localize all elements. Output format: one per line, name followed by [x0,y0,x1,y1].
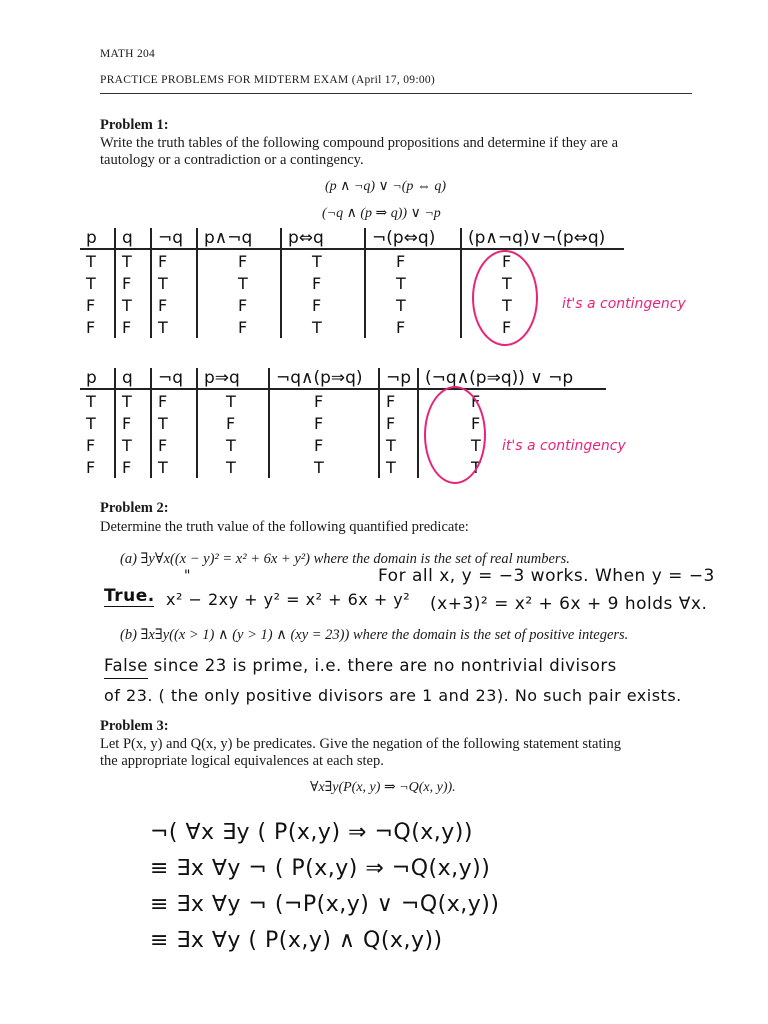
table-cell: F [269,412,379,434]
table-header: ¬p [379,368,418,389]
problem3-text-line1: Let P(x, y) and Q(x, y) be predicates. Give the negation of the following statement stating [100,736,622,752]
table-cell: T [461,272,624,294]
table-cell: T [151,272,197,294]
table-cell: F [86,435,96,455]
table-cell: T [379,434,418,456]
table-header: ¬q∧(p⇒q) [269,368,379,389]
table-cell: T [197,456,269,478]
table-header-row [80,228,624,249]
table-cell: F [197,412,269,434]
table-cell: T [151,316,197,338]
answer-b-line1: False since 23 is prime, i.e. there are no nontrivial divisors [104,656,617,675]
table-cell: T [269,456,379,478]
table-cell: T [86,251,96,271]
table-row [80,389,606,412]
table-header: ¬q [151,228,197,249]
table-header: ¬q [151,368,197,389]
table-cell: F [269,389,379,412]
answer-a-label-underline [104,606,154,607]
negation-step-2: ≡ ∃x ∀y ¬ ( P(x,y) ⇒ ¬Q(x,y)) [150,856,491,881]
header-divider [100,93,692,94]
table-header: p∧¬q [197,228,281,249]
table-header: p⇒q [197,368,269,389]
table-cell: T [281,249,365,272]
table-header: q [115,368,151,389]
table-header: p [80,368,115,389]
table-cell: F [115,272,151,294]
table-cell: F [115,456,151,478]
table-cell: F [86,317,96,337]
table-cell: T [115,294,151,316]
table-row [80,249,624,272]
truth-table-2 [80,368,606,478]
table-cell: F [197,294,281,316]
table-cell: T [281,316,365,338]
table-cell: T [418,434,606,456]
table-row [80,272,624,294]
table-cell: F [151,389,197,412]
table-header: q [115,228,151,249]
table-row [80,412,606,434]
table-cell: F [151,434,197,456]
table-cell: T [197,272,281,294]
table-row [80,294,624,316]
table-cell: T [197,389,269,412]
table-cell: F [365,249,461,272]
answer-b-false-underline [104,678,148,679]
negation-step-1: ¬( ∀x ∃y ( P(x,y) ⇒ ¬Q(x,y)) [150,820,473,845]
table-header: (¬q∧(p⇒q)) ∨ ¬p [418,368,606,389]
answer-a-line1: For all x, y = −3 works. When y = −3 [378,566,715,586]
table-cell: F [86,457,96,477]
table-cell: F [197,316,281,338]
table-cell: T [197,434,269,456]
problem2-label: Problem 2: [100,500,169,516]
table-cell: T [86,273,96,293]
table-cell: F [281,294,365,316]
table-header: (p∧¬q)∨¬(p⇔q) [461,228,624,249]
problem2-text: Determine the truth value of the following quantified predicate: [100,519,469,535]
contingency-circle-2 [424,386,486,484]
answer-a-equation: x² − 2xy + y² = x² + 6x + y² [166,590,411,609]
table-cell: F [115,412,151,434]
problem1-text-line1: Write the truth tables of the following compound propositions and determine if they are a [100,135,619,151]
negation-step-3: ≡ ∃x ∀y ¬ (¬P(x,y) ∨ ¬Q(x,y)) [150,892,500,917]
table-row [80,456,606,478]
table-header-row [80,368,606,389]
answer-a-line2: (x+3)² = x² + 6x + 9 holds ∀x. [430,594,708,614]
table-cell: F [379,412,418,434]
contingency-circle-1 [472,250,538,346]
table-cell: F [379,389,418,412]
table-header: ¬(p⇔q) [365,228,461,249]
table-cell: F [151,249,197,272]
problem3-text-line2: the appropriate logical equivalences at each step. [100,753,384,769]
problem1-formula2: (¬q ∧ (p ⇒ q)) ∨ ¬p [322,206,441,221]
table-cell: F [461,316,624,338]
table-cell: F [86,295,96,315]
table-cell: T [115,249,151,272]
table-cell: F [151,294,197,316]
table-cell: T [115,434,151,456]
table-cell: T [151,412,197,434]
table-cell: F [365,316,461,338]
answer-b-line2: of 23. ( the only positive divisors are 1 and 23). No such pair exists. [104,686,682,705]
table-cell: F [418,389,606,412]
table-header: p [80,228,115,249]
table-cell: F [281,272,365,294]
problem2-part-b: (b) ∃x∃y((x > 1) ∧ (y > 1) ∧ (xy = 23)) where the domain is the set of positive integers. [120,627,629,643]
answer-a-ditto: " [184,568,191,584]
problem2-part-a: (a) ∃y∀x((x − y)² = x² + 6x + y²) where the domain is the set of real numbers. [120,551,570,567]
document-title: PRACTICE PROBLEMS FOR MIDTERM EXAM (April 17, 09:00) [100,74,436,86]
problem3-formula: ∀x∃y(P(x, y) ⇒ ¬Q(x, y)). [310,780,456,795]
answer-a-label: True. [104,586,155,606]
table-cell: T [151,456,197,478]
annotation-contingency-2: it's a contingency [502,438,626,454]
table-cell: T [86,391,96,411]
table-cell: T [365,294,461,316]
table-cell: T [379,456,418,478]
table-cell: F [115,316,151,338]
problem3-label: Problem 3: [100,718,169,734]
truth-table-1 [80,228,624,338]
annotation-contingency-1: it's a contingency [562,296,686,312]
table-cell: F [197,249,281,272]
table-row [80,316,624,338]
problem1-formula1: (p ∧ ¬q) ∨ ¬(p ⇔ q) [325,179,447,194]
table-cell: T [461,294,624,316]
table-cell: T [418,456,606,478]
table-cell: F [269,434,379,456]
table-cell: T [86,413,96,433]
course-code: MATH 204 [100,48,156,60]
table-cell: F [418,412,606,434]
table-header: p⇔q [281,228,365,249]
table-cell: T [365,272,461,294]
problem1-text-line2: tautology or a contradiction or a contingency. [100,152,364,168]
table-cell: F [461,249,624,272]
negation-step-4: ≡ ∃x ∀y ( P(x,y) ∧ Q(x,y)) [150,928,443,953]
problem1-label: Problem 1: [100,117,169,133]
table-cell: T [115,389,151,412]
